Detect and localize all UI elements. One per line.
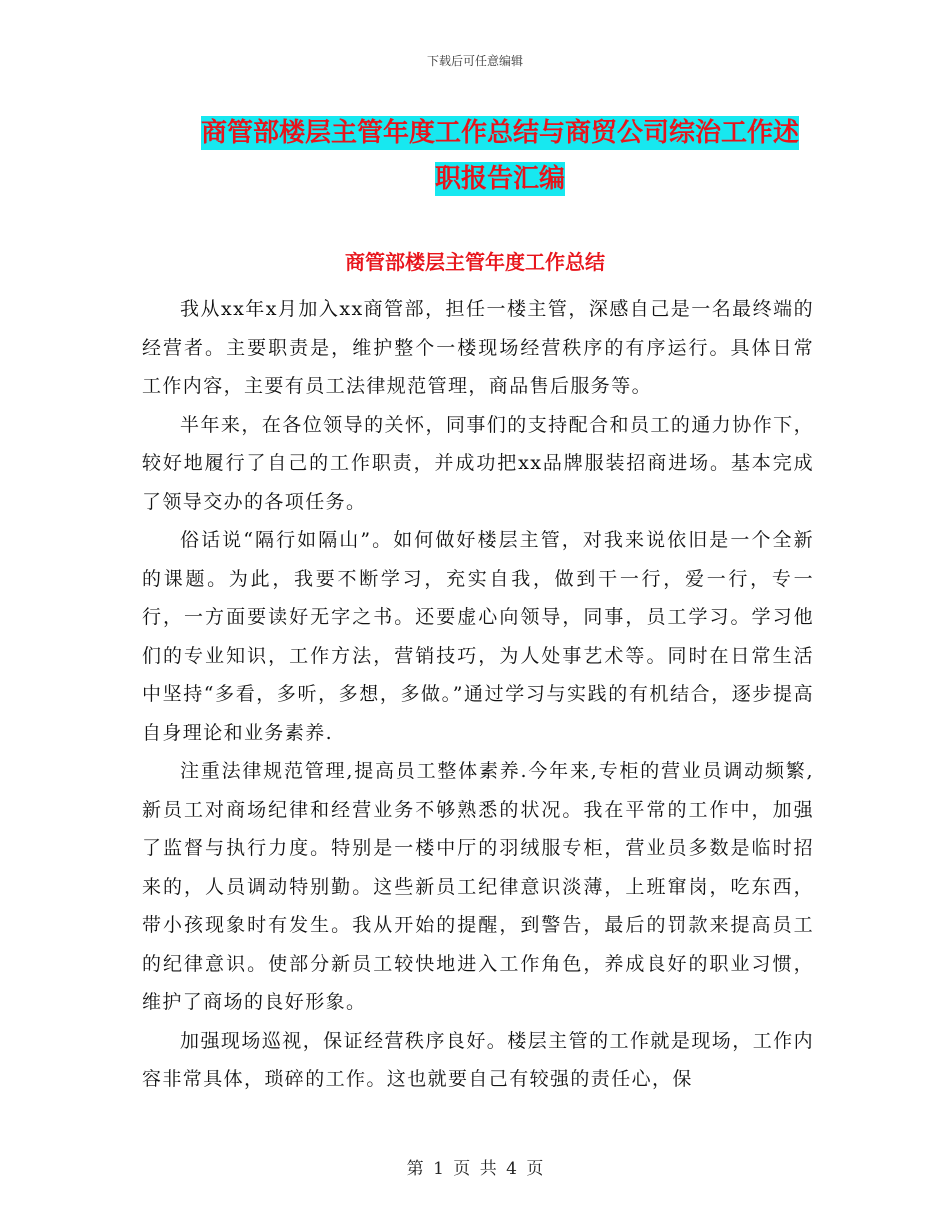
page-number: 第 1 页 共 4 页	[406, 1159, 544, 1179]
document-body	[142, 290, 814, 1099]
paragraph: 注重法律规范管理,提高员工整体素养.今年来,专柜的营业员调动频繁,新员工对商场纪律和经营业务不够熟悉的状况。我在平常的工作中，加强了监督与执行力度。特别是一楼中厅的羽绒服专柜，营业员多数是临时招来的，人员调动特别勤。这些新员工纪律意识淡薄，上班窜岗，吃东西，带小孩现象时有发生。我从开始的提醒，到警告，最后的罚款来提高员工的纪律意识。使部分新员工较快地进入工作角色，养成良好的职业习惯，维护了商场的良好形象。	[142, 760, 814, 1013]
paragraph: 半年来，在各位领导的关怀，同事们的支持配合和员工的通力协作下，较好地履行了自己的工作职责，并成功把xx品牌服装招商进场。基本完成了领导交办的各项任务。	[142, 413, 814, 513]
document-title	[160, 110, 840, 202]
paragraph: 加强现场巡视，保证经营秩序良好。楼层主管的工作就是现场，工作内容非常具体，琐碎的工作。这也就要自己有较强的责任心，保	[142, 1029, 814, 1090]
paragraph: 俗话说“隔行如隔山”。如何做好楼层主管，对我来说依旧是一个全新的课题。为此，我要不断学习，充实自我，做到干一行，爱一行，专一行，一方面要读好无字之书。还要虚心向领导，同事，员工学习。学习他们的专业知识，工作方法，营销技巧，为人处事艺术等。同时在日常生活中坚持“多看，多听，多想，多做。”通过学习与实践的有机结合，逐步提高自身理论和业务素养.	[142, 529, 814, 744]
section-title: 商管部楼层主管年度工作总结	[345, 250, 605, 274]
document-title-line-2: 职报告汇编	[434, 164, 565, 194]
header-note: 下载后可任意编辑	[426, 54, 523, 68]
paragraph: 我从xx年x月加入xx商管部，担任一楼主管，深感自己是一名最终端的经营者。主要职责是，维护整个一楼现场经营秩序的有序运行。具体日常工作内容，主要有员工法律规范管理，商品售后服务等。	[142, 298, 814, 397]
document-title-line-1: 商管部楼层主管年度工作总结与商贸公司综治工作述	[200, 118, 799, 148]
